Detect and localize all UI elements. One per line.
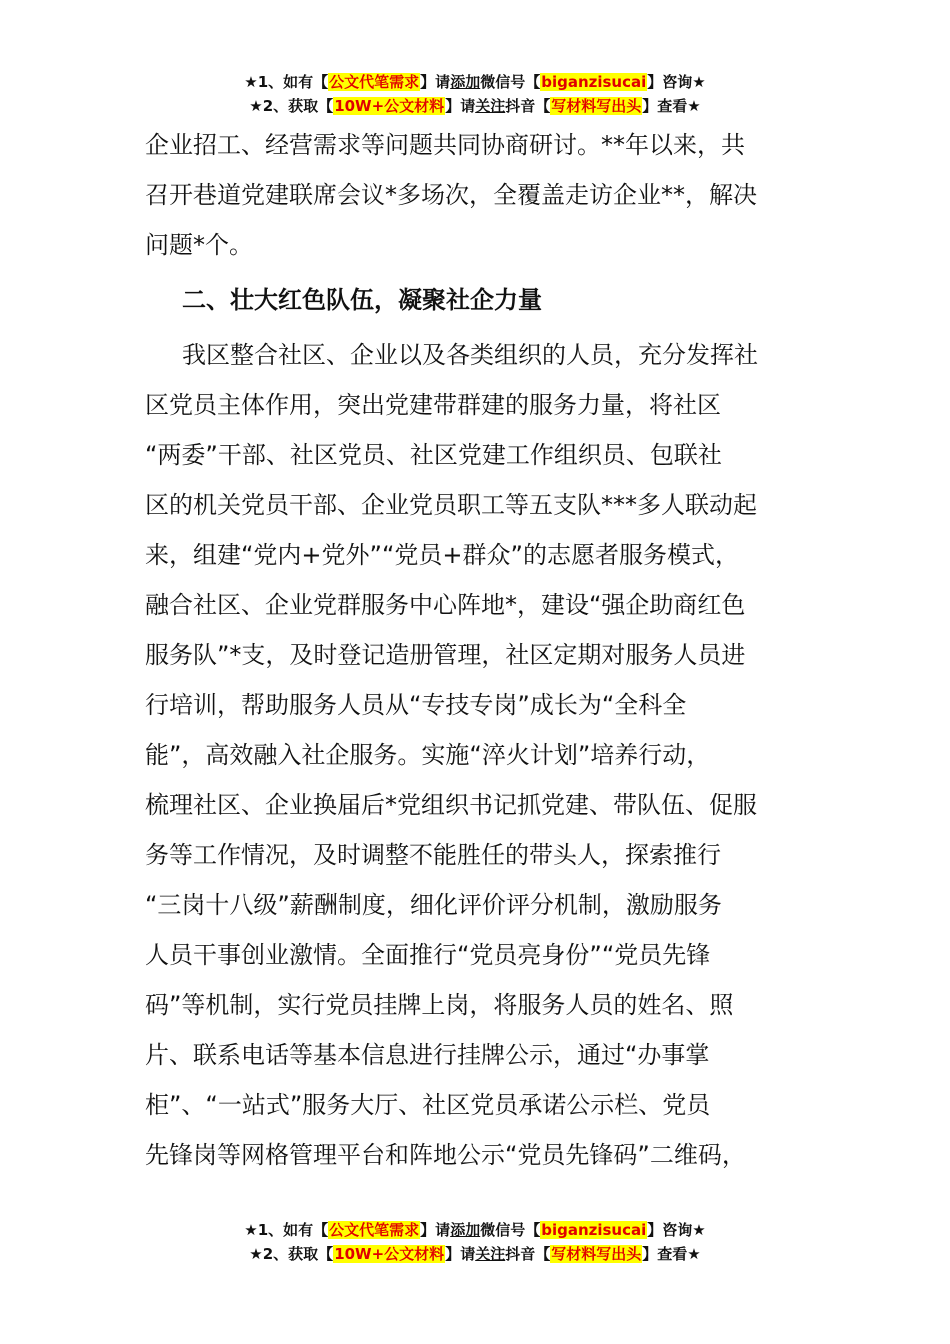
banner-text: 】请 (445, 1245, 476, 1263)
header-banner (0, 70, 950, 118)
banner-text: ★2、获取【 (249, 1245, 334, 1263)
paragraph-line: 片、联系电话等基本信息进行挂牌公示，通过“办事掌 (145, 1041, 710, 1069)
document-body (145, 120, 835, 1180)
paragraph-line: 召开巷道党建联席会议*多场次，全覆盖走访企业**，解决 (145, 181, 757, 209)
banner-text: ★1、如有【 (244, 73, 329, 91)
paragraph-line: 区党员主体作用，突出党建带群建的服务力量，将社区 (145, 391, 721, 419)
paragraph-line: 融合社区、企业党群服务中心阵地*，建设“强企助商红色 (145, 591, 746, 619)
banner-underline: 关注 (475, 97, 506, 115)
paragraph-line: “两委”干部、社区党员、社区党建工作组织员、包联社 (145, 441, 722, 469)
banner-highlight: 10W+公文材料 (334, 97, 445, 115)
paragraph-line: 人员干事创业激情。全面推行“党员亮身份”“党员先锋 (145, 941, 711, 969)
banner-highlight: 公文代笔需求 (329, 73, 420, 91)
banner-highlight: 写材料写出头 (551, 1245, 642, 1263)
banner-highlight: 10W+公文材料 (334, 1245, 445, 1263)
banner-text: ★2、获取【 (249, 97, 334, 115)
paragraph-line: 我区整合社区、企业以及各类组织的人员，充分发挥社 (182, 341, 758, 369)
paragraph-line: 能”，高效融入社企服务。实施“淬火计划”培养行动， (145, 741, 711, 769)
banner-text: 】请 (420, 73, 451, 91)
banner-line-2 (0, 94, 950, 118)
banner-text: 】咨询★ (647, 73, 706, 91)
banner-highlight: biganzisucai (541, 1221, 647, 1239)
paragraph-line: 务等工作情况，及时调整不能胜任的带头人，探索推行 (145, 841, 721, 869)
banner-underline: 添加 (450, 1221, 481, 1239)
banner-text: 】查看★ (642, 97, 701, 115)
paragraph-line: 服务队”*支，及时登记造册管理，社区定期对服务人员进 (145, 641, 746, 669)
paragraph-line: “三岗十八级”薪酬制度，细化评价评分机制，激励服务 (145, 891, 722, 919)
banner-text: 抖音【 (505, 97, 551, 115)
paragraph-line: 问题*个。 (145, 231, 253, 259)
banner-line-2 (0, 1242, 950, 1266)
footer-banner (0, 1218, 950, 1266)
banner-line-1 (0, 1218, 950, 1242)
banner-text: 抖音【 (505, 1245, 551, 1263)
paragraph-line: 先锋岗等网格管理平台和阵地公示“党员先锋码”二维码， (145, 1141, 746, 1169)
paragraph-line: 来，组建“党内+党外”“党员+群众”的志愿者服务模式， (145, 541, 739, 569)
paragraph-line: 柜”、“一站式”服务大厅、社区党员承诺公示栏、党员 (145, 1091, 711, 1119)
paragraph-line: 企业招工、经营需求等问题共同协商研讨。**年以来，共 (145, 131, 745, 159)
banner-underline: 关注 (475, 1245, 506, 1263)
section-heading: 二、壮大红色队伍，凝聚社企力量 (182, 286, 542, 314)
paragraph-line: 行培训，帮助服务人员从“专技专岗”成长为“全科全 (145, 691, 687, 719)
banner-highlight: 公文代笔需求 (329, 1221, 420, 1239)
banner-text: ★1、如有【 (244, 1221, 329, 1239)
banner-text: 】查看★ (642, 1245, 701, 1263)
banner-text: 微信号【 (480, 73, 541, 91)
paragraph-line: 区的机关党员干部、企业党员职工等五支队***多人联动起 (145, 491, 757, 519)
banner-highlight: biganzisucai (541, 73, 647, 91)
banner-highlight: 写材料写出头 (551, 97, 642, 115)
paragraph-line: 码”等机制，实行党员挂牌上岗，将服务人员的姓名、照 (145, 991, 734, 1019)
paragraph-line: 梳理社区、企业换届后*党组织书记抓党建、带队伍、促服 (145, 791, 757, 819)
banner-underline: 添加 (450, 73, 481, 91)
banner-text: 】请 (445, 97, 476, 115)
banner-text: 】咨询★ (647, 1221, 706, 1239)
banner-line-1 (0, 70, 950, 94)
banner-text: 微信号【 (480, 1221, 541, 1239)
banner-text: 】请 (420, 1221, 451, 1239)
